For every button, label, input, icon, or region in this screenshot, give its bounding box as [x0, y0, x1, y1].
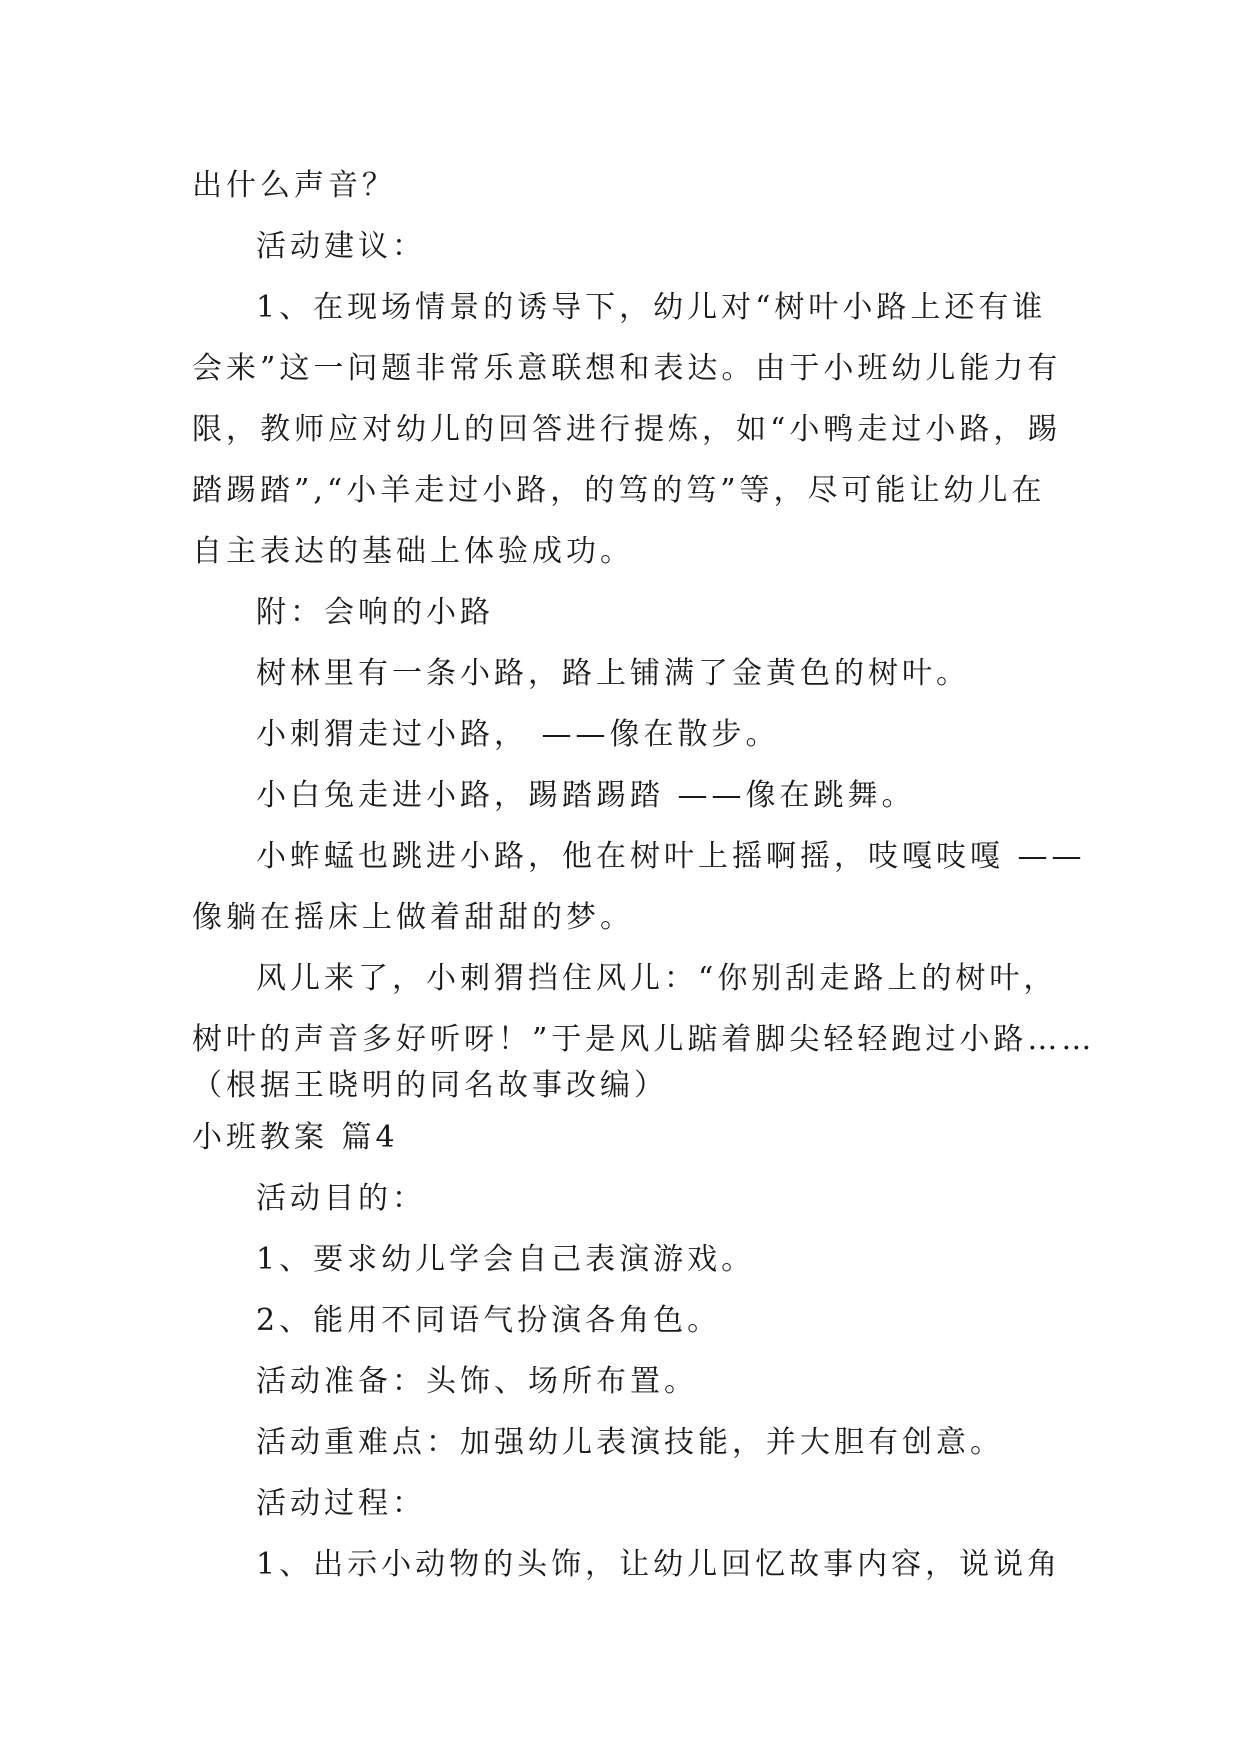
text-line: 活动重难点：加强幼儿表演技能，并大胆有创意。: [256, 1425, 1004, 1460]
text-line: 2、能用不同语气扮演各角色。: [256, 1303, 722, 1338]
text-line: 限，教师应对幼儿的回答进行提炼，如“小鸭走过小路，踢: [192, 412, 1062, 447]
story-line: 风儿来了，小刺猬挡住风儿：“你别刮走路上的树叶，: [256, 961, 1058, 996]
story-line: 小刺猬走过小路， ——像在散步。: [256, 717, 780, 752]
section-heading: 活动过程：: [256, 1486, 426, 1521]
text-line: 活动准备：头饰、场所布置。: [256, 1364, 698, 1399]
section-heading: 活动目的：: [256, 1181, 426, 1216]
story-line: 像躺在摇床上做着甜甜的梦。: [192, 900, 634, 935]
story-line: 小蚱蜢也跳进小路，他在树叶上摇啊摇，吱嘎吱嘎 ——: [256, 839, 1086, 874]
story-line: 树叶的声音多好听呀！”于是风儿踮着脚尖轻轻跑过小路……: [192, 1022, 1096, 1057]
lesson-title: 小班教案 篇4: [192, 1120, 399, 1155]
text-line: 会来”这一问题非常乐意联想和表达。由于小班幼儿能力有: [192, 351, 1062, 386]
text-line: 1、出示小动物的头饰，让幼儿回忆故事内容，说说角: [256, 1547, 1062, 1582]
text-line: 踏踢踏”,“小羊走过小路，的笃的笃”等，尽可能让幼儿在: [192, 473, 1046, 508]
text-line: 1、在现场情景的诱导下，幼儿对“树叶小路上还有谁: [256, 290, 1047, 325]
source-note: （根据王晓明的同名故事改编）: [192, 1068, 668, 1103]
story-line: 小白兔走进小路，踢踏踢踏 ——像在跳舞。: [256, 778, 916, 813]
text-line: 1、要求幼儿学会自己表演游戏。: [256, 1242, 756, 1277]
text-line: 出什么声音？: [192, 168, 396, 203]
story-line: 树林里有一条小路，路上铺满了金黄色的树叶。: [256, 656, 970, 691]
text-line: 自主表达的基础上体验成功。: [192, 534, 634, 569]
appendix-heading: 附：会响的小路: [256, 595, 494, 630]
section-heading: 活动建议：: [256, 229, 426, 264]
